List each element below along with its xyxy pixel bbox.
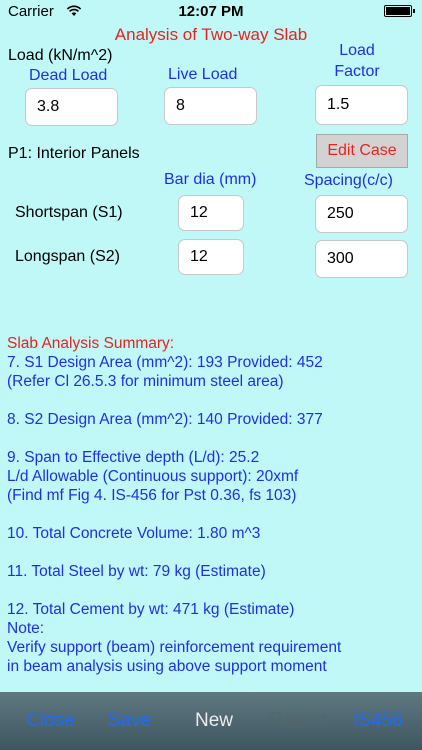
spacing-header: Spacing(c/c) [304, 172, 393, 189]
analysis-summary [7, 334, 419, 676]
longspan-spacing-field[interactable]: 300 [315, 240, 408, 278]
close-button[interactable]: Close [26, 710, 75, 731]
summary-line: Note: [7, 620, 45, 637]
panel-type-label: P1: Interior Panels [8, 145, 140, 162]
summary-line: in beam analysis using above support moment [7, 658, 327, 675]
summary-line [7, 505, 419, 524]
shortspan-spacing-field[interactable]: 250 [315, 195, 408, 233]
live-load-field[interactable]: 8 [164, 87, 257, 125]
summary-line: L/d Allowable (Continuous support): 20xmf [7, 468, 299, 485]
summary-heading: Slab Analysis Summary: [7, 335, 175, 352]
dead-load-field[interactable]: 3.8 [25, 88, 118, 126]
summary-line: 9. Span to Effective depth (L/d): 25.2 [7, 449, 260, 466]
longspan-label: Longspan (S2) [15, 248, 120, 265]
load-heading: Load (kN/m^2) [8, 47, 113, 64]
load-factor-label-line1: Load [339, 42, 375, 59]
shortspan-bar-dia-field[interactable]: 12 [178, 195, 244, 231]
summary-line: Verify support (beam) reinforcement requirement [7, 639, 342, 656]
dead-load-label: Dead Load [29, 67, 108, 84]
summary-line: 8. S2 Design Area (mm^2): 140 Provided: 377 [7, 411, 323, 428]
clock: 12:07 PM [178, 3, 244, 20]
bar-dia-header: Bar dia (mm) [164, 171, 257, 188]
summary-line: 12. Total Cement by wt: 471 kg (Estimate) [7, 601, 295, 618]
summary-line: (Find mf Fig 4. IS-456 for Pst 0.36, fs 103) [7, 487, 297, 504]
summary-line [7, 581, 419, 600]
battery-icon [384, 5, 412, 17]
edit-case-button[interactable]: Edit Case [316, 134, 408, 168]
summary-line: 7. S1 Design Area (mm^2): 193 Provided: 452 [7, 354, 323, 371]
report-button[interactable]: Report [270, 710, 328, 731]
status-bar [0, 0, 422, 22]
page-title: Analysis of Two-way Slab [114, 25, 308, 44]
summary-line: 11. Total Steel by wt: 79 kg (Estimate) [7, 563, 266, 580]
live-load-label: Live Load [168, 66, 238, 83]
load-factor-field[interactable]: 1.5 [315, 85, 408, 125]
longspan-bar-dia-field[interactable]: 12 [178, 239, 244, 275]
summary-line [7, 429, 419, 448]
shortspan-label: Shortspan (S1) [15, 204, 123, 221]
new-button[interactable]: New [195, 710, 234, 731]
summary-line [7, 543, 419, 562]
summary-line: 10. Total Concrete Volume: 1.80 m^3 [7, 525, 261, 542]
load-factor-label-line2: Factor [334, 63, 380, 80]
carrier-label: Carrier [8, 3, 54, 20]
summary-line: (Refer Cl 26.5.3 for minimum steel area) [7, 373, 284, 390]
bottom-toolbar [0, 692, 422, 750]
summary-line [7, 391, 419, 410]
is456-button[interactable]: IS456 [353, 710, 403, 731]
save-button[interactable]: Save [108, 710, 152, 731]
